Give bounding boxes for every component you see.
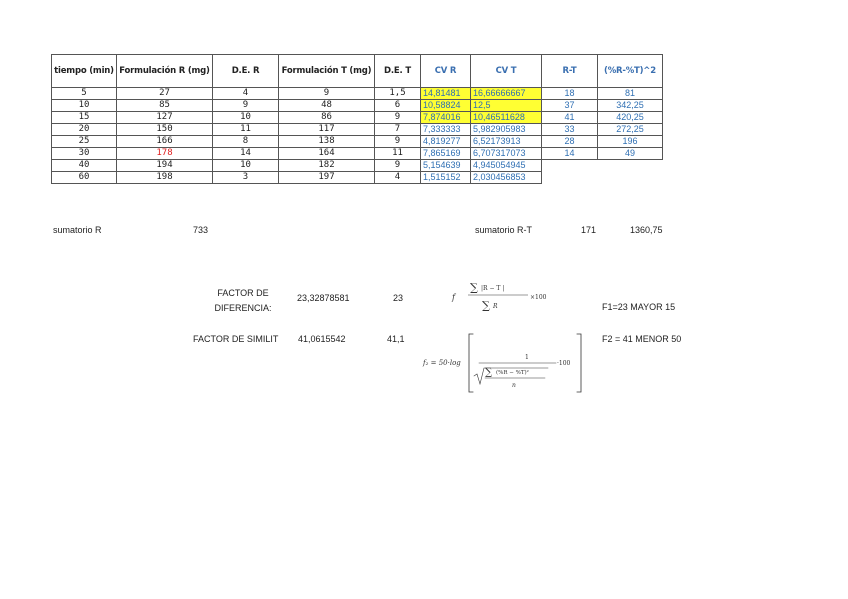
cell-formulacion-t: 182 bbox=[279, 160, 375, 172]
cell-cv-r: 1,515152 bbox=[421, 172, 471, 184]
table-row bbox=[52, 148, 663, 160]
cell-cv-r: 4,819277 bbox=[421, 136, 471, 148]
cell-cv-r: 5,154639 bbox=[421, 160, 471, 172]
cell-formulacion-r: 85 bbox=[117, 100, 213, 112]
cell-tiempo: 20 bbox=[52, 124, 117, 136]
cell-de-r: 14 bbox=[213, 148, 279, 160]
table-header-row bbox=[52, 55, 663, 88]
f1-formula-numerator: |R − T | bbox=[481, 285, 505, 292]
cell-cv-t: 12,5 bbox=[471, 100, 542, 112]
cell-cv-r: 7,874016 bbox=[421, 112, 471, 124]
dissolution-table bbox=[51, 54, 663, 184]
cell-formulacion-r: 198 bbox=[117, 172, 213, 184]
cell-cv-r: 7,333333 bbox=[421, 124, 471, 136]
f2-value: 41,0615542 bbox=[298, 334, 346, 344]
table-row bbox=[52, 136, 663, 148]
cell-de-t: 9 bbox=[375, 112, 421, 124]
cell-squared-diff bbox=[598, 172, 663, 184]
f1-formula-sum-top: ∑ bbox=[470, 281, 478, 294]
table-row bbox=[52, 160, 663, 172]
sum-r-value: 733 bbox=[193, 225, 209, 235]
cell-cv-t: 10,46511628 bbox=[471, 112, 542, 124]
cell-r-t bbox=[542, 160, 598, 172]
cell-cv-t: 16,66666667 bbox=[471, 88, 542, 100]
cell-squared-diff: 342,25 bbox=[598, 100, 663, 112]
cell-formulacion-t: 9 bbox=[279, 88, 375, 100]
cell-de-t: 1,5 bbox=[375, 88, 421, 100]
cell-formulacion-r: 166 bbox=[117, 136, 213, 148]
cell-de-t: 11 bbox=[375, 148, 421, 160]
cell-r-t: 41 bbox=[542, 112, 598, 124]
cell-de-t: 9 bbox=[375, 136, 421, 148]
cell-r-t: 28 bbox=[542, 136, 598, 148]
cell-r-t bbox=[542, 172, 598, 184]
f2-formula-one: 1 bbox=[525, 354, 529, 361]
cell-squared-diff: 49 bbox=[598, 148, 663, 160]
header-r-t: R-T bbox=[542, 55, 598, 88]
cell-squared-diff: 81 bbox=[598, 88, 663, 100]
sum-r-label: sumatorio R bbox=[53, 225, 102, 235]
cell-formulacion-t: 197 bbox=[279, 172, 375, 184]
f2-label: FACTOR DE SIMILIT bbox=[193, 334, 279, 344]
sum-rt-label: sumatorio R-T bbox=[475, 225, 533, 235]
f2-rounded: 41,1 bbox=[387, 334, 405, 344]
cell-cv-t: 6,52173913 bbox=[471, 136, 542, 148]
header-cv-t: CV T bbox=[471, 55, 542, 88]
cell-tiempo: 60 bbox=[52, 172, 117, 184]
table-row bbox=[52, 124, 663, 136]
cell-de-r: 9 bbox=[213, 100, 279, 112]
cell-tiempo: 15 bbox=[52, 112, 117, 124]
cell-formulacion-r: 127 bbox=[117, 112, 213, 124]
header-formulacion-r: Formulación R (mg) bbox=[117, 55, 213, 88]
cell-cv-r: 7,865169 bbox=[421, 148, 471, 160]
cell-formulacion-r: 27 bbox=[117, 88, 213, 100]
cell-formulacion-r: 178 bbox=[117, 148, 213, 160]
header-de-t: D.E. T bbox=[375, 55, 421, 88]
f1-rounded: 23 bbox=[393, 293, 404, 303]
cell-squared-diff: 272,25 bbox=[598, 124, 663, 136]
f2-formula-lhs: f₂ = 50·log bbox=[423, 359, 461, 367]
header-formulacion-t: Formulación T (mg) bbox=[279, 55, 375, 88]
cell-r-t: 14 bbox=[542, 148, 598, 160]
f1-note: F1=23 MAYOR 15 bbox=[602, 302, 676, 312]
cell-formulacion-r: 150 bbox=[117, 124, 213, 136]
cell-cv-t: 2,030456853 bbox=[471, 172, 542, 184]
cell-tiempo: 10 bbox=[52, 100, 117, 112]
cell-cv-t: 4,945054945 bbox=[471, 160, 542, 172]
cell-tiempo: 25 bbox=[52, 136, 117, 148]
cell-de-r: 10 bbox=[213, 112, 279, 124]
cell-tiempo: 30 bbox=[52, 148, 117, 160]
table-row bbox=[52, 172, 663, 184]
sum-squared-value: 1360,75 bbox=[630, 225, 663, 235]
f1-label: FACTOR DE DIFERENCIA: bbox=[214, 288, 272, 313]
header-squared-diff: (%R-%T)^2 bbox=[598, 55, 663, 88]
f2-formula-sum: ∑ bbox=[485, 367, 493, 378]
cell-cv-r: 10,58824 bbox=[421, 100, 471, 112]
cell-de-r: 8 bbox=[213, 136, 279, 148]
cell-squared-diff: 196 bbox=[598, 136, 663, 148]
cell-r-t: 33 bbox=[542, 124, 598, 136]
cell-de-t: 9 bbox=[375, 160, 421, 172]
cell-de-r: 3 bbox=[213, 172, 279, 184]
cell-tiempo: 40 bbox=[52, 160, 117, 172]
cell-de-t: 6 bbox=[375, 100, 421, 112]
f1-formula-times: ×100 bbox=[530, 294, 547, 301]
cell-tiempo: 5 bbox=[52, 88, 117, 100]
f1-formula-sum-bottom: ∑ bbox=[482, 299, 490, 312]
cell-formulacion-t: 164 bbox=[279, 148, 375, 160]
f1-formula-f: f bbox=[452, 293, 455, 302]
cell-de-t: 4 bbox=[375, 172, 421, 184]
cell-formulacion-t: 86 bbox=[279, 112, 375, 124]
cell-cv-r: 14,81481 bbox=[421, 88, 471, 100]
cell-squared-diff bbox=[598, 160, 663, 172]
sum-rt-value: 171 bbox=[581, 225, 597, 235]
f2-formula-inner: (%R − %T)² bbox=[496, 370, 529, 376]
header-cv-r: CV R bbox=[421, 55, 471, 88]
f2-formula-n: n bbox=[512, 382, 516, 389]
cell-formulacion-t: 138 bbox=[279, 136, 375, 148]
f1-formula-image bbox=[448, 280, 558, 316]
f2-formula-times: ·100 bbox=[557, 360, 571, 367]
table-row bbox=[52, 88, 663, 100]
table-row bbox=[52, 100, 663, 112]
cell-r-t: 37 bbox=[542, 100, 598, 112]
cell-de-r: 4 bbox=[213, 88, 279, 100]
cell-squared-diff: 420,25 bbox=[598, 112, 663, 124]
f2-formula-image bbox=[423, 332, 588, 394]
cell-formulacion-r: 194 bbox=[117, 160, 213, 172]
f2-note: F2 = 41 MENOR 50 bbox=[602, 334, 682, 344]
cell-de-t: 7 bbox=[375, 124, 421, 136]
cell-r-t: 18 bbox=[542, 88, 598, 100]
header-de-r: D.E. R bbox=[213, 55, 279, 88]
f1-value: 23,32878581 bbox=[297, 293, 350, 303]
cell-formulacion-t: 117 bbox=[279, 124, 375, 136]
cell-de-r: 10 bbox=[213, 160, 279, 172]
cell-de-r: 11 bbox=[213, 124, 279, 136]
f1-formula-denominator: R bbox=[493, 303, 498, 310]
cell-cv-t: 6,707317073 bbox=[471, 148, 542, 160]
header-tiempo: tiempo (min) bbox=[52, 55, 117, 88]
cell-formulacion-t: 48 bbox=[279, 100, 375, 112]
cell-cv-t: 5,982905983 bbox=[471, 124, 542, 136]
table-row bbox=[52, 112, 663, 124]
